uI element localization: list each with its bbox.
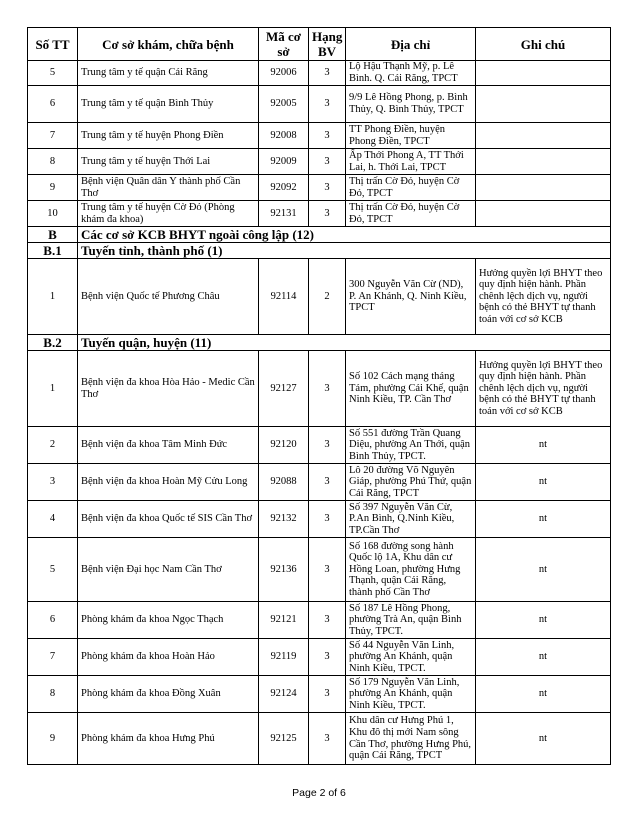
cell-grade: 3: [309, 201, 346, 227]
section-row-b2: [28, 335, 611, 351]
section-stt: B.2: [28, 335, 78, 351]
cell-stt: 6: [28, 86, 78, 123]
cell-address: Số 397 Nguyễn Văn Cừ, P.An Bình, Q.Ninh Kiều, TP.Cần Thơ: [346, 501, 476, 538]
table-row: [28, 676, 611, 713]
cell-code: 92092: [259, 175, 309, 201]
cell-facility: Bệnh viện đa khoa Hoàn Mỹ Cửu Long: [78, 464, 259, 501]
cell-note: [476, 123, 611, 149]
cell-grade: 3: [309, 501, 346, 538]
cell-grade: 3: [309, 676, 346, 713]
cell-code: 92008: [259, 123, 309, 149]
facility-table: [27, 27, 611, 765]
cell-facility: Trung tâm y tế huyện Cờ Đỏ (Phòng khám đa khoa): [78, 201, 259, 227]
cell-stt: 7: [28, 639, 78, 676]
table-row: [28, 538, 611, 602]
section-row-b1: [28, 243, 611, 259]
cell-address: Khu dân cư Hưng Phú 1, Khu đô thị mới Nam sông Cần Thơ, phường Hưng Phú, quận Cái Răng, TPCT: [346, 713, 476, 765]
cell-stt: 9: [28, 175, 78, 201]
cell-facility: Trung tâm y tế huyện Thới Lai: [78, 149, 259, 175]
cell-facility: Phòng khám đa khoa Đồng Xuân: [78, 676, 259, 713]
cell-note: [476, 149, 611, 175]
cell-grade: 3: [309, 602, 346, 639]
cell-address: Số 179 Nguyễn Văn Linh, phường An Khánh, quận Ninh Kiều, TPCT.: [346, 676, 476, 713]
cell-facility: Phòng khám đa khoa Ngọc Thạch: [78, 602, 259, 639]
cell-stt: 8: [28, 676, 78, 713]
header-stt: Số TT: [28, 28, 78, 61]
cell-note: nt: [476, 676, 611, 713]
cell-address: Số 187 Lê Hồng Phong, phường Trà An, quận Bình Thủy, TPCT.: [346, 602, 476, 639]
cell-note: nt: [476, 713, 611, 765]
cell-code: 92114: [259, 259, 309, 335]
cell-note: [476, 61, 611, 86]
cell-grade: 3: [309, 86, 346, 123]
cell-note: [476, 86, 611, 123]
cell-stt: 6: [28, 602, 78, 639]
cell-stt: 9: [28, 713, 78, 765]
table-row: [28, 713, 611, 765]
section-stt: B.1: [28, 243, 78, 259]
cell-facility: Trung tâm y tế quận Bình Thủy: [78, 86, 259, 123]
cell-address: TT Phong Điền, huyện Phong Điền, TPCT: [346, 123, 476, 149]
cell-facility: Bệnh viện đa khoa Quốc tế SIS Cần Thơ: [78, 501, 259, 538]
cell-address: Số 44 Nguyễn Văn Linh, phường An Khánh, quận Ninh Kiều, TPCT.: [346, 639, 476, 676]
cell-address: Số 168 đường song hành Quốc lộ 1A, Khu dân cư Hồng Loan, phường Hưng Thạnh, quận Cái Răng, thành phố Cần Thơ: [346, 538, 476, 602]
table-row: [28, 61, 611, 86]
cell-stt: 5: [28, 538, 78, 602]
cell-note: nt: [476, 427, 611, 464]
section-title: Tuyến tỉnh, thành phố (1): [78, 243, 611, 259]
table-row: [28, 464, 611, 501]
table-row: [28, 86, 611, 123]
cell-code: 92127: [259, 351, 309, 427]
cell-address: 9/9 Lê Hồng Phong, p. Bình Thủy, Q. Bình Thủy, TPCT: [346, 86, 476, 123]
cell-stt: 8: [28, 149, 78, 175]
cell-address: Số 551 đường Trần Quang Diệu, phường An Thới, quận Bình Thủy, TPCT.: [346, 427, 476, 464]
cell-facility: Phòng khám đa khoa Hoàn Hảo: [78, 639, 259, 676]
header-note: Ghi chú: [476, 28, 611, 61]
section-row-b: [28, 227, 611, 243]
cell-note: [476, 201, 611, 227]
table-row: [28, 639, 611, 676]
cell-address: Ấp Thới Phong A, TT Thới Lai, h. Thới Lai, TPCT: [346, 149, 476, 175]
cell-address: Lô 20 đường Võ Nguyên Giáp, phường Phú Thứ, quận Cái Răng, TPCT: [346, 464, 476, 501]
cell-grade: 3: [309, 61, 346, 86]
cell-stt: 1: [28, 259, 78, 335]
cell-facility: Phòng khám đa khoa Hưng Phú: [78, 713, 259, 765]
cell-stt: 5: [28, 61, 78, 86]
cell-note: Hưởng quyền lợi BHYT theo quy định hiện hành. Phần chênh lệch dịch vụ, người bệnh có thẻ BHYT tự thanh toán với cơ sở KCB: [476, 259, 611, 335]
table-row: [28, 351, 611, 427]
cell-grade: 3: [309, 123, 346, 149]
cell-facility: Bệnh viện Quốc tế Phương Châu: [78, 259, 259, 335]
page-number: Page 2 of 6: [292, 787, 346, 799]
cell-code: 92131: [259, 201, 309, 227]
section-title: Tuyến quận, huyện (11): [78, 335, 611, 351]
section-stt: B: [28, 227, 78, 243]
cell-code: 92132: [259, 501, 309, 538]
cell-stt: 2: [28, 427, 78, 464]
cell-grade: 3: [309, 464, 346, 501]
cell-grade: 3: [309, 639, 346, 676]
cell-facility: Bệnh viện đa khoa Hòa Hảo - Medic Cần Thơ: [78, 351, 259, 427]
cell-grade: 2: [309, 259, 346, 335]
table-row: [28, 259, 611, 335]
cell-address: Thị trấn Cờ Đỏ, huyện Cờ Đỏ, TPCT: [346, 175, 476, 201]
cell-code: 92119: [259, 639, 309, 676]
cell-note: nt: [476, 639, 611, 676]
table-row: [28, 123, 611, 149]
cell-stt: 1: [28, 351, 78, 427]
cell-note: nt: [476, 538, 611, 602]
cell-code: 92121: [259, 602, 309, 639]
cell-facility: Bệnh viện Quân dân Y thành phố Cần Thơ: [78, 175, 259, 201]
header-code: Mã cơ sở: [259, 28, 309, 61]
cell-stt: 4: [28, 501, 78, 538]
cell-facility: Bệnh viện đa khoa Tâm Minh Đức: [78, 427, 259, 464]
table-header-row: [28, 28, 611, 61]
cell-code: 92120: [259, 427, 309, 464]
cell-note: nt: [476, 501, 611, 538]
cell-grade: 3: [309, 149, 346, 175]
cell-note: nt: [476, 464, 611, 501]
header-address: Địa chỉ: [346, 28, 476, 61]
cell-stt: 10: [28, 201, 78, 227]
cell-grade: 3: [309, 351, 346, 427]
cell-address: Thị trấn Cờ Đỏ, huyện Cờ Đỏ, TPCT: [346, 201, 476, 227]
cell-grade: 3: [309, 713, 346, 765]
table-row: [28, 175, 611, 201]
cell-code: 92009: [259, 149, 309, 175]
cell-grade: 3: [309, 538, 346, 602]
cell-grade: 3: [309, 427, 346, 464]
table-row: [28, 501, 611, 538]
cell-stt: 7: [28, 123, 78, 149]
cell-code: 92005: [259, 86, 309, 123]
cell-code: 92125: [259, 713, 309, 765]
cell-address: Số 102 Cách mạng tháng Tám, phường Cái Khế, quận Ninh Kiều, TP. Cần Thơ: [346, 351, 476, 427]
cell-code: 92124: [259, 676, 309, 713]
cell-note: nt: [476, 602, 611, 639]
table-row: [28, 602, 611, 639]
cell-note: [476, 175, 611, 201]
cell-code: 92136: [259, 538, 309, 602]
cell-note: Hưởng quyền lợi BHYT theo quy định hiện hành. Phần chênh lệch dịch vụ, người bệnh có thẻ BHYT tự thanh toán với cơ sở KCB: [476, 351, 611, 427]
header-facility: Cơ sở khám, chữa bệnh: [78, 28, 259, 61]
table-row: [28, 149, 611, 175]
cell-facility: Trung tâm y tế quận Cái Răng: [78, 61, 259, 86]
cell-code: 92088: [259, 464, 309, 501]
table-row: [28, 201, 611, 227]
cell-stt: 3: [28, 464, 78, 501]
cell-facility: Trung tâm y tế huyện Phong Điền: [78, 123, 259, 149]
table-row: [28, 427, 611, 464]
cell-facility: Bệnh viện Đại học Nam Cần Thơ: [78, 538, 259, 602]
cell-address: Lộ Hậu Thạnh Mỹ, p. Lê Bình. Q. Cái Răng, TPCT: [346, 61, 476, 86]
cell-address: 300 Nguyễn Văn Cừ (ND), P. An Khánh, Q. Ninh Kiều, TPCT: [346, 259, 476, 335]
cell-grade: 3: [309, 175, 346, 201]
cell-code: 92006: [259, 61, 309, 86]
header-grade: Hạng BV: [309, 28, 346, 61]
section-title: Các cơ sở KCB BHYT ngoài công lập (12): [78, 227, 611, 243]
